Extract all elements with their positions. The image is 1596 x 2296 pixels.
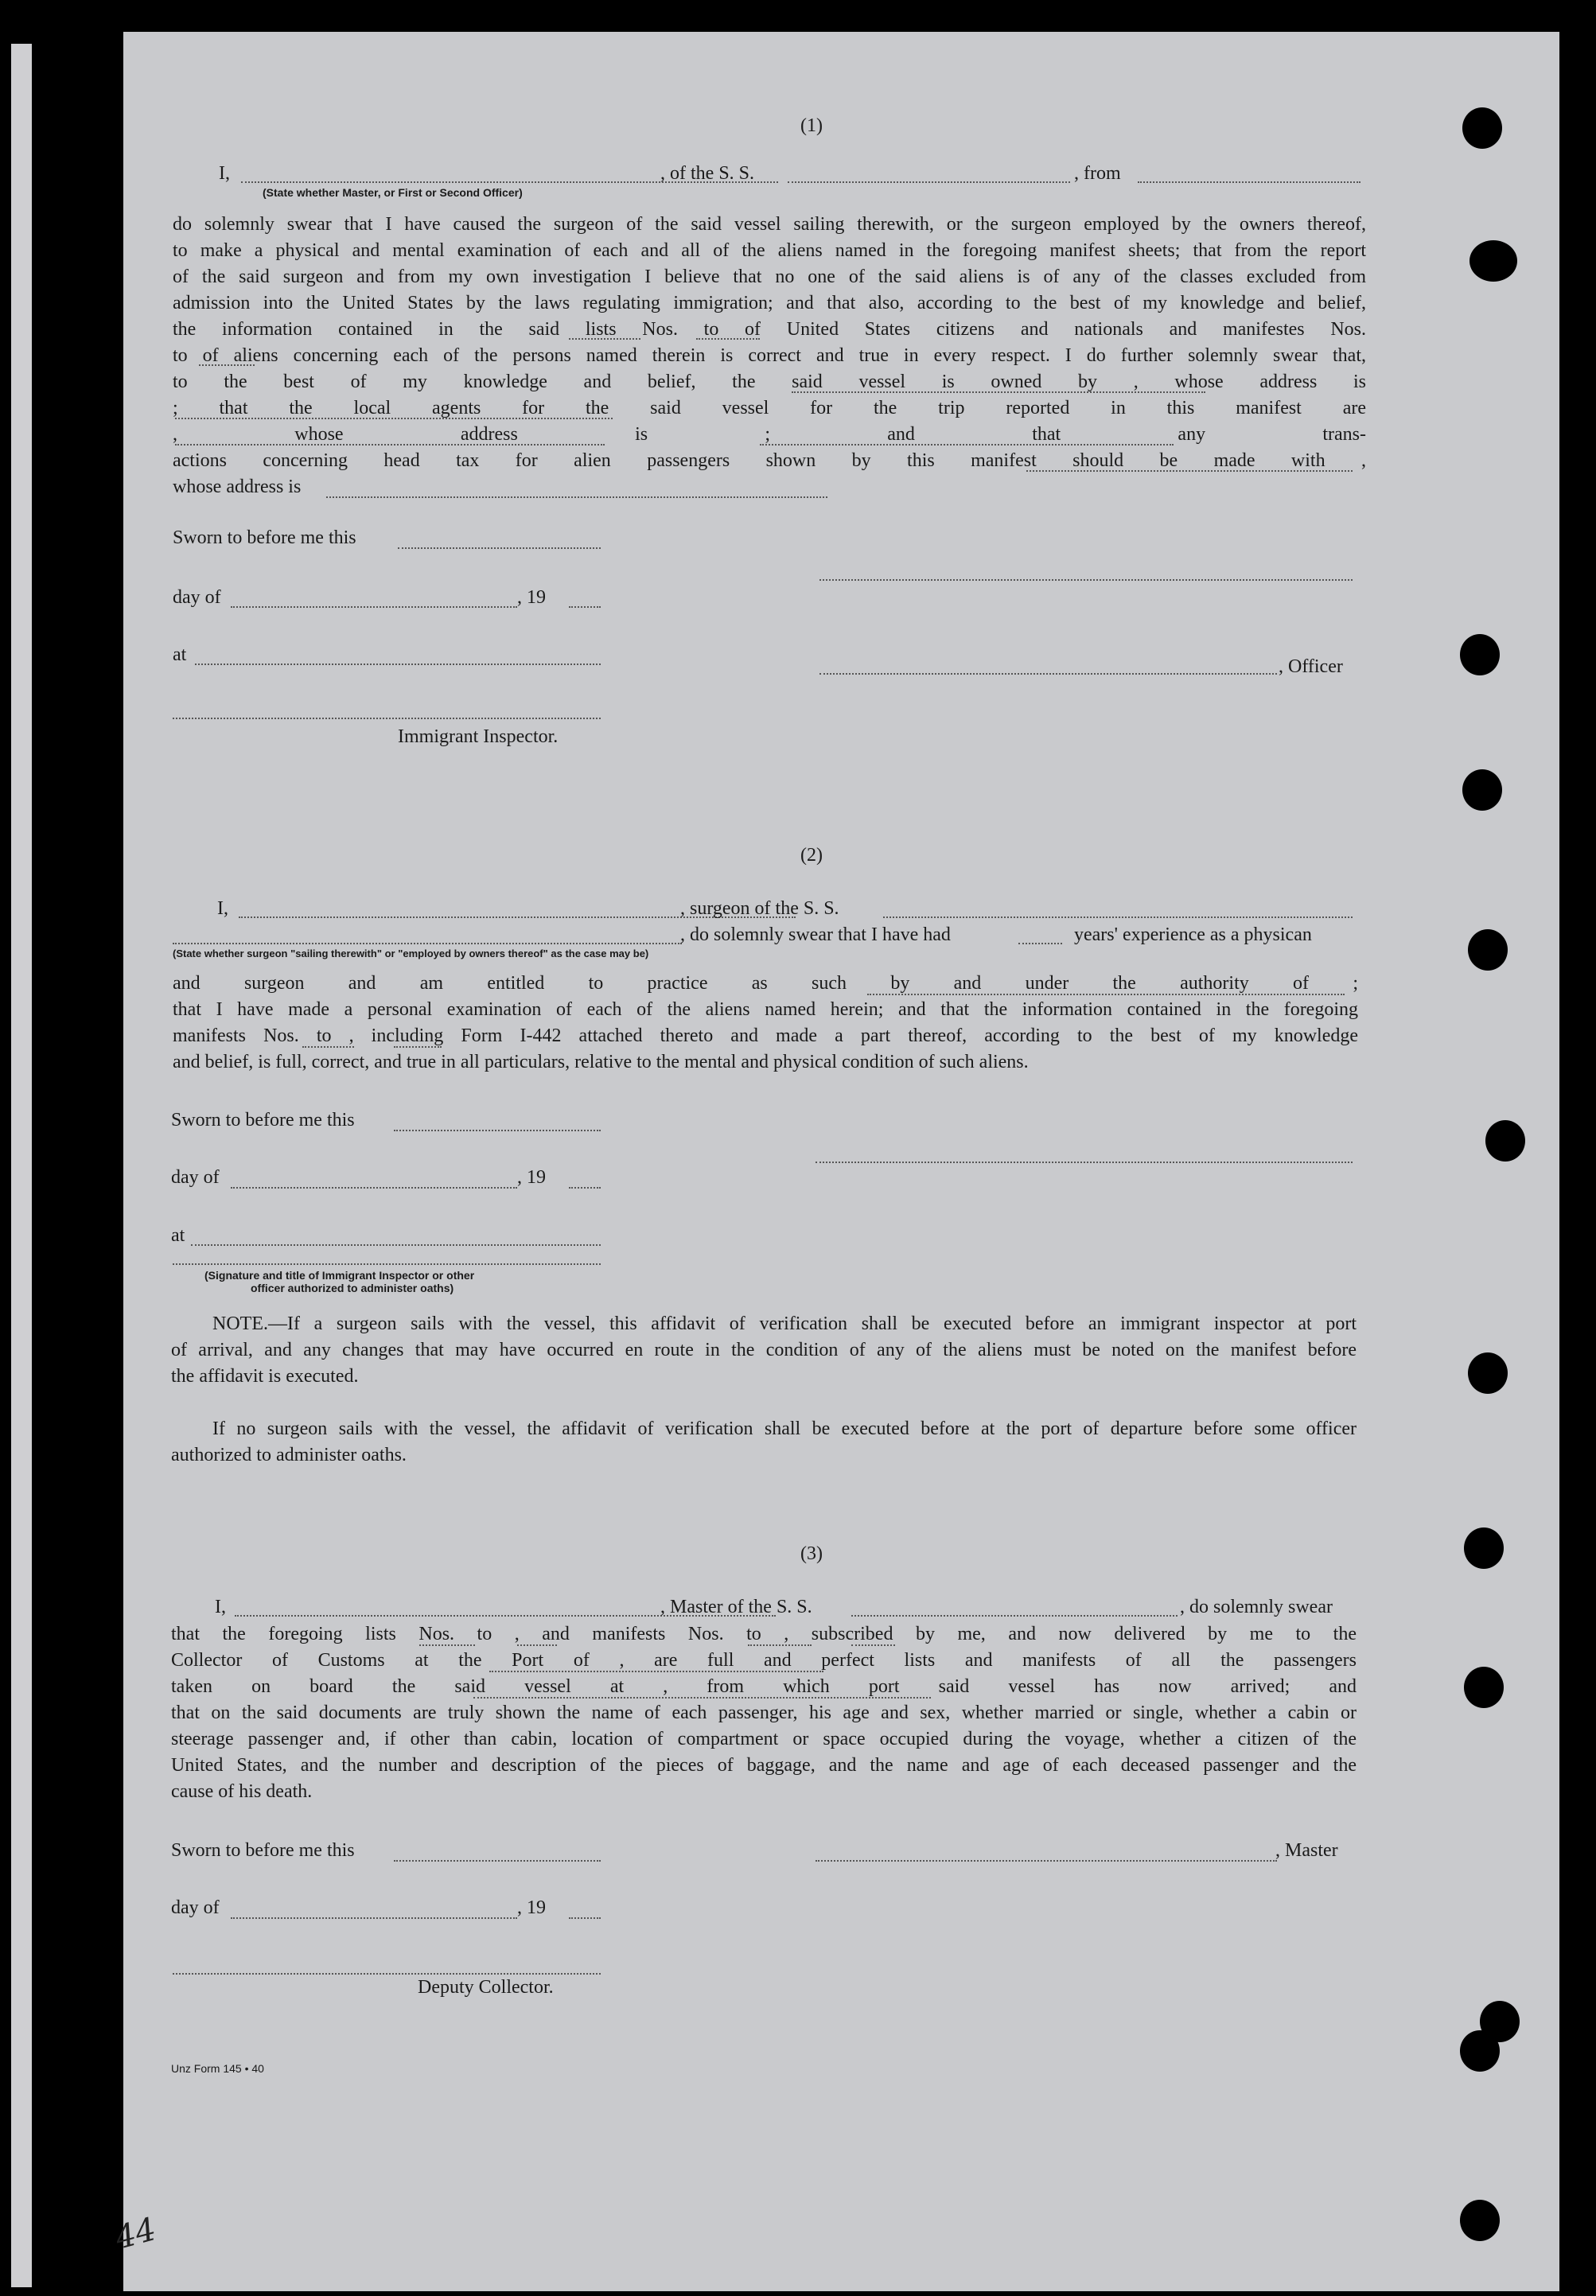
binder-hole xyxy=(1460,2200,1500,2241)
at-label: at xyxy=(171,1225,185,1246)
note-paragraph: NOTE.—If a surgeon sails with the vessel, this affidavit of verification shall be executed before an immigrant inspector at port of arrival, and any changes that may have occurred en route in the condition of any of the aliens must be noted on the manifest before the affidavit is executed. xyxy=(171,1313,1357,1387)
inspector-signature-field xyxy=(173,1263,601,1265)
master-vessel-field xyxy=(851,1615,1178,1617)
binder-hole xyxy=(1468,1352,1508,1394)
surgeon-of-ss-label: , surgeon of the S. S. xyxy=(680,898,839,919)
binder-hole xyxy=(1462,769,1502,811)
day-of-field xyxy=(231,1917,517,1919)
sworn-field xyxy=(394,1860,601,1862)
agents-address-field xyxy=(760,444,1174,446)
sworn-label: Sworn to before me this xyxy=(171,1840,355,1861)
sworn-label: Sworn to before me this xyxy=(173,527,356,548)
year-label: , 19 xyxy=(517,1167,546,1188)
binder-hole xyxy=(1464,1667,1504,1708)
binder-hole xyxy=(1462,107,1502,149)
surgeon-manifest-to-field xyxy=(394,1046,442,1048)
year-field xyxy=(569,1187,601,1189)
surgeon-i-label: I, xyxy=(217,898,228,919)
collector-label: Deputy Collector. xyxy=(418,1977,554,1998)
binder-hole xyxy=(1460,2030,1500,2072)
master-label: , Master xyxy=(1275,1840,1338,1861)
binder-hole xyxy=(1460,634,1500,675)
form-number: Unz Form 145 • 40 xyxy=(171,2062,264,2075)
section-number: (2) xyxy=(800,845,823,866)
year-label: , 19 xyxy=(517,587,546,608)
officer-title-field xyxy=(819,673,1277,675)
sworn-field xyxy=(398,547,601,549)
form-page xyxy=(111,32,1559,2291)
sworn-label: Sworn to before me this xyxy=(171,1110,355,1130)
owner-field xyxy=(792,391,1205,393)
boarding-port-field xyxy=(473,1697,931,1699)
from-label: , from xyxy=(1074,163,1121,184)
sworn-field xyxy=(394,1130,601,1131)
master-manifest-from-field xyxy=(748,1644,812,1646)
at-label: at xyxy=(173,644,187,665)
section1-paragraph: do solemnly swear that I have caused the surgeon of the said vessel sailing therewith, or the surgeon employed by the owners thereof, to make a physical and mental examination of each and all of the aliens named in the foregoing manifest sheets; that from the report of the said surgeon and from my own investigation I believe that no one of the said aliens is of any of the classes excluded from admission into the United States by the laws regulating immigration; and that also, according to the best of my knowledge and belief, the information contained in the said lists Nos. to of United States citizens and nationals and manifestes Nos. to of aliens concerning each of the persons named therein is correct and true in every respect. I do further solemnly swear that, to the best of my knowledge and belief, the said vessel is owned by , whose address is ; that the local agents for the said vessel for the trip reported in this manifest are , whose address is ; and that any trans- actions concerning head tax for alien passengers shown by this manifest should be made with , whose address is xyxy=(173,214,1366,497)
section-number: (3) xyxy=(800,1543,823,1564)
surgeon-swear-label: , do solemnly swear that I have had xyxy=(680,924,951,945)
head-tax-contact-field xyxy=(1026,470,1353,472)
binder-hole xyxy=(1469,240,1517,282)
adjacent-page-edge xyxy=(11,44,32,2287)
section3-paragraph: that the foregoing lists Nos. to , and manifests Nos. to , subscribed by me, and now delivered by me to the Collector of Customs at the Port of , are full and perfect lists and manifests of all the passengers taken on board the said vessel at , from which port said vessel has now arrived; and that on the said documents are truly shown the name of each passenger, his age and sex, whether married or single, whether a cabin or steerage passenger and, if other than cabin, location of compartment or space occupied during the voyage, whether a citizen of the United States, and the number and description of the pieces of baggage, and the name and age of each deceased passenger and the cause of his death. xyxy=(171,1624,1357,1802)
binder-hole xyxy=(1468,929,1508,971)
day-of-field xyxy=(231,606,517,608)
day-of-field xyxy=(231,1187,517,1189)
section2-paragraph: and surgeon and am entitled to practice as such by and under the authority of ; that I have made a personal examination of each of the aliens named herein; and that the information contained in the foregoing manifests Nos. to , including Form I-442 attached thereto and made a part thereof, according to the best of my knowledge and belief, is full, correct, and true in all particulars, relative to the mental and physical condition of such aliens. xyxy=(173,973,1358,1072)
master-manifest-to-field xyxy=(851,1644,895,1646)
list-no-to-field xyxy=(696,338,760,340)
master-signature-field xyxy=(816,1860,1277,1862)
of-ss-label: , of the S. S. xyxy=(660,163,755,184)
surgeon-vessel-field xyxy=(883,916,1353,918)
at-field xyxy=(191,1244,601,1246)
at-field xyxy=(195,664,601,665)
vessel-name-field xyxy=(788,181,1070,183)
from-port-field xyxy=(1138,181,1360,183)
officer-label: , Officer xyxy=(1279,656,1343,677)
signature-note: officer authorized to administer oaths) xyxy=(251,1282,454,1294)
officer-note: (State whether Master, or First or Second Officer) xyxy=(263,186,523,199)
surgeon-capacity-field xyxy=(173,943,682,944)
list-no-from-field xyxy=(569,338,640,340)
inspector-label: Immigrant Inspector. xyxy=(398,726,559,747)
inspector-signature-field xyxy=(173,718,601,719)
master-of-ss-label: , Master of the S. S. xyxy=(660,1597,812,1617)
owner-address-field xyxy=(175,418,613,419)
officer-signature-field xyxy=(819,579,1353,581)
agents-field xyxy=(175,444,605,446)
years-field xyxy=(1018,943,1062,944)
binder-hole xyxy=(1485,1120,1525,1162)
officer-i-label: I, xyxy=(219,163,230,184)
day-of-label: day of xyxy=(173,587,221,608)
signature-note: (Signature and title of Immigrant Inspector or other xyxy=(204,1269,475,1282)
year-field xyxy=(569,1917,601,1919)
authority-field xyxy=(867,994,1345,995)
manifest-no-field xyxy=(199,364,255,366)
master-i-label: I, xyxy=(215,1597,226,1617)
master-list-from-field xyxy=(419,1644,475,1646)
surgeon-manifest-from-field xyxy=(302,1046,354,1048)
surgeon-signature-field xyxy=(816,1162,1353,1163)
master-swear-label: , do solemnly swear xyxy=(1180,1597,1333,1617)
surgeon-note: (State whether surgeon "sailing therewith" or "employed by owners thereof" as the case may be) xyxy=(173,948,649,959)
year-label: , 19 xyxy=(517,1897,546,1918)
handwritten-page-number: 44 xyxy=(111,2211,160,2257)
master-list-to-field xyxy=(517,1644,557,1646)
binder-hole xyxy=(1464,1527,1504,1569)
section-number: (1) xyxy=(800,115,823,136)
collector-port-field xyxy=(489,1671,823,1672)
note-paragraph-2: If no surgeon sails with the vessel, the affidavit of verification shall be executed before at the port of departure before some officer authorized to administer oaths. xyxy=(171,1418,1357,1465)
years-label: years' experience as a physican xyxy=(1074,924,1312,945)
day-of-label: day of xyxy=(171,1167,220,1188)
day-of-label: day of xyxy=(171,1897,220,1918)
year-field xyxy=(569,606,601,608)
head-tax-address-field xyxy=(326,496,827,498)
